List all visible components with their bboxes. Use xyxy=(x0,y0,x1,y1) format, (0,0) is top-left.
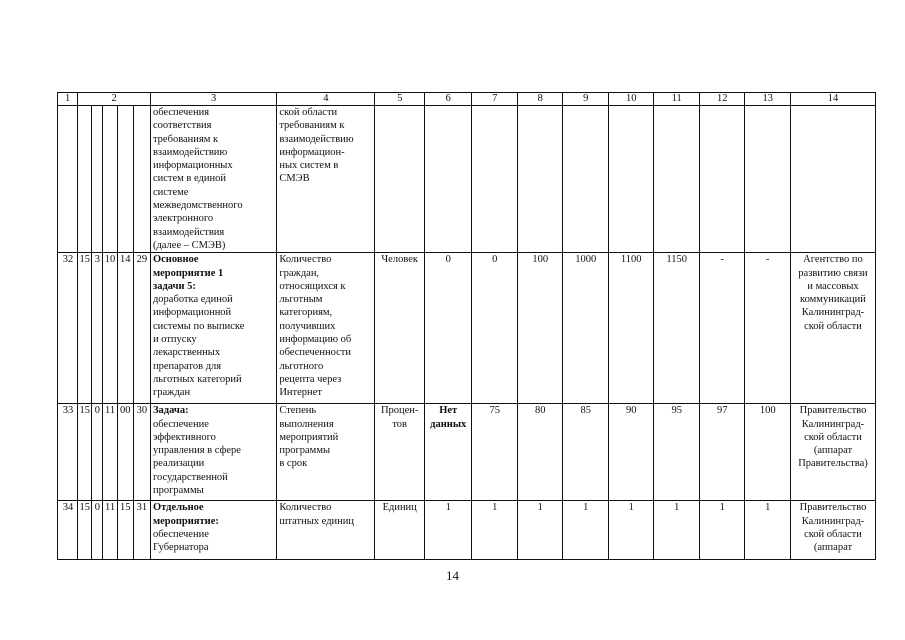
code-cell: 15 xyxy=(117,501,133,560)
indicator-cell: Количество штатных единиц xyxy=(277,501,375,560)
header-cell: 7 xyxy=(472,93,518,106)
row-number: 33 xyxy=(58,404,78,501)
value-cell: 1 xyxy=(745,501,791,560)
value-cell: 1 xyxy=(424,501,472,560)
code-cell: 11 xyxy=(103,404,117,501)
measure-cell xyxy=(150,404,276,501)
table-row xyxy=(58,404,876,501)
value-cell: 100 xyxy=(517,253,563,404)
unit-cell: Человек xyxy=(375,253,425,404)
value-cell: 90 xyxy=(608,404,654,501)
measure-title: Отдельное мероприятие: xyxy=(152,502,219,527)
value-cell: 1 xyxy=(608,501,654,560)
value-cell: 1 xyxy=(654,501,700,560)
header-cell: 14 xyxy=(790,93,875,106)
header-cell: 11 xyxy=(654,93,700,106)
code-cell: 11 xyxy=(103,501,117,560)
continuation-row xyxy=(58,106,876,253)
header-cell: 3 xyxy=(150,93,276,106)
responsible-cell: Правительство Калининград- ской области (аппарат Правительства) xyxy=(790,404,875,501)
header-cell: 1 xyxy=(58,93,78,106)
header-cell: 12 xyxy=(699,93,745,106)
program-indicators-table xyxy=(57,92,876,560)
code-cell: 15 xyxy=(78,501,92,560)
value-cell: 1 xyxy=(472,501,518,560)
header-cell: 8 xyxy=(517,93,563,106)
responsible-cell: Агентство по развитию связи и массовых коммуникаций Калининград- ской области xyxy=(790,253,875,404)
value-cell: 75 xyxy=(472,404,518,501)
responsible-cell: Правительство Калининград- ской области (аппарат xyxy=(790,501,875,560)
value-cell: 1000 xyxy=(563,253,609,404)
value-cell: - xyxy=(699,253,745,404)
indicator-cell: Степень выполнения мероприятий программы в срок xyxy=(277,404,375,501)
code-cell: 30 xyxy=(133,404,150,501)
code-cell: 00 xyxy=(117,404,133,501)
value-cell: 1100 xyxy=(608,253,654,404)
table-row xyxy=(58,501,876,560)
value-cell: 97 xyxy=(699,404,745,501)
indicator-cell: Количество граждан, относящихся к льготным категориям, получивших информацию об обеспеченности льготного рецепта через Интернет xyxy=(277,253,375,404)
indicator-cell: ской области требованиям к взаимодействию информацион- ных систем в СМЭВ xyxy=(277,106,375,253)
header-cell: 13 xyxy=(745,93,791,106)
header-cell: 9 xyxy=(563,93,609,106)
measure-text: обеспечение эффективного управления в сфере реализации государственной программы xyxy=(152,418,241,497)
value-cell: 80 xyxy=(517,404,563,501)
unit-cell: Процен- тов xyxy=(375,404,425,501)
value-cell: 0 xyxy=(472,253,518,404)
value-cell: 1 xyxy=(699,501,745,560)
code-cell: 3 xyxy=(92,253,103,404)
table-row xyxy=(58,253,876,404)
value-cell: Нет данных xyxy=(424,404,472,501)
measure-text: обеспечение Губернатора xyxy=(152,528,209,554)
code-cell: 15 xyxy=(78,404,92,501)
value-cell: 95 xyxy=(654,404,700,501)
measure-title: Основное мероприятие 1 задачи 5: xyxy=(152,254,224,292)
header-cell: 10 xyxy=(608,93,654,106)
header-cell: 2 xyxy=(78,93,151,106)
row-number: 32 xyxy=(58,253,78,404)
header-cell: 5 xyxy=(375,93,425,106)
code-cell: 0 xyxy=(92,404,103,501)
header-cell: 6 xyxy=(424,93,472,106)
code-cell: 0 xyxy=(92,501,103,560)
code-cell: 29 xyxy=(133,253,150,404)
value-cell: 1 xyxy=(517,501,563,560)
measure-cell xyxy=(150,501,276,560)
value-cell: - xyxy=(745,253,791,404)
value-cell: 1 xyxy=(563,501,609,560)
unit-cell: Единиц xyxy=(375,501,425,560)
code-cell: 15 xyxy=(78,253,92,404)
code-cell: 10 xyxy=(103,253,117,404)
measure-cell: обеспечения соответствия требованиям к взаимодействию информационных систем в единой системе межведомственного электронного взаимодействия (далее – СМЭВ) xyxy=(150,106,276,253)
page-number: 14 xyxy=(446,568,459,583)
value-cell: 0 xyxy=(424,253,472,404)
row-number: 34 xyxy=(58,501,78,560)
value-cell: 1150 xyxy=(654,253,700,404)
measure-title: Задача: xyxy=(152,405,189,417)
value-cell: 100 xyxy=(745,404,791,501)
measure-text: доработка единой информационной системы по выписке и отпуску лекарственных препаратов для льготных категорий граждан xyxy=(152,294,245,399)
header-cell: 4 xyxy=(277,93,375,106)
code-cell: 31 xyxy=(133,501,150,560)
code-cell: 14 xyxy=(117,253,133,404)
value-cell: 85 xyxy=(563,404,609,501)
header-row xyxy=(58,93,876,106)
measure-cell xyxy=(150,253,276,404)
